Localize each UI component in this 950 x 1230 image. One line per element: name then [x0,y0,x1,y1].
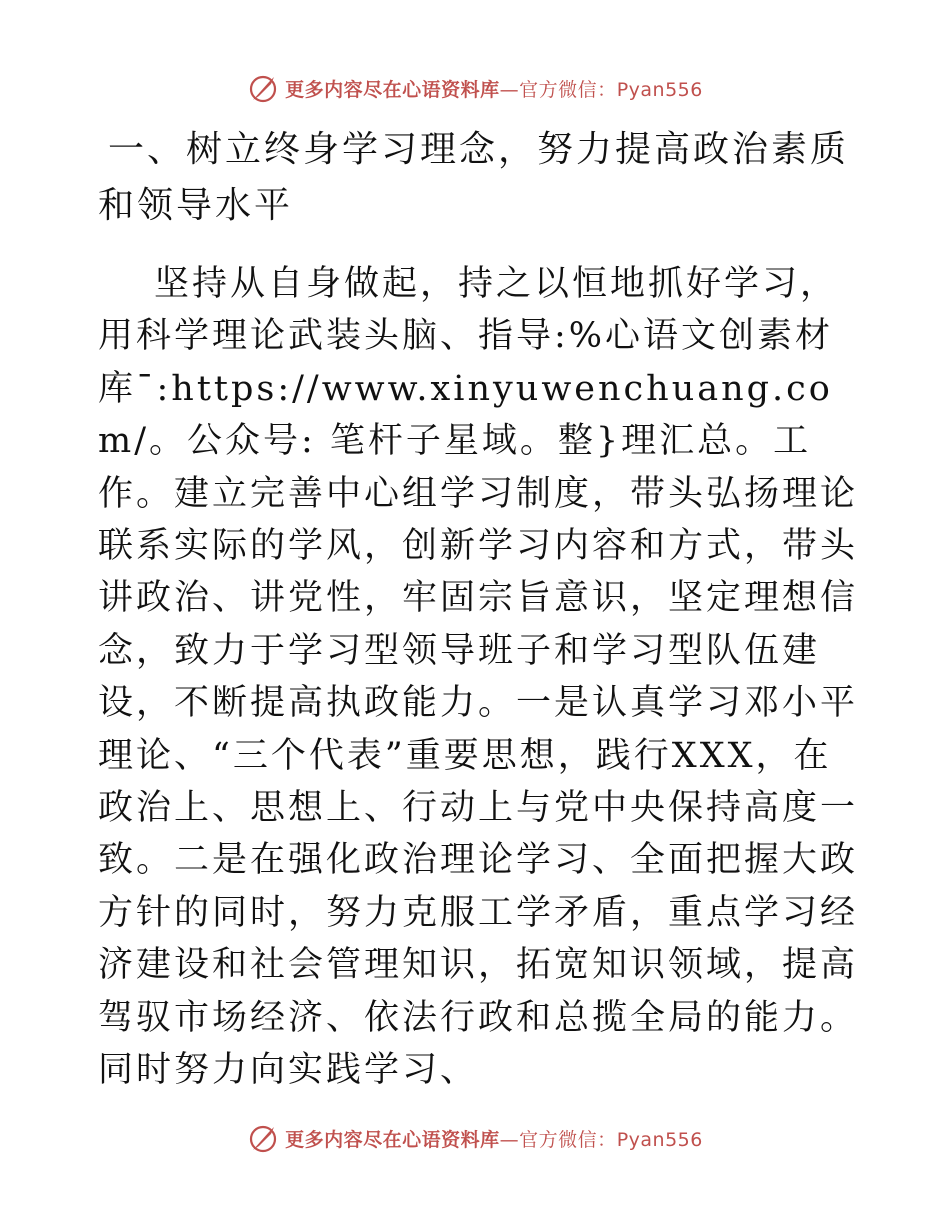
footer-watermark [0,1122,950,1154]
feather-seal-icon [247,72,279,104]
body-paragraph: 坚持从自身做起，持之以恒地抓好学习，用科学理论武装头脑、指导:%心语文创素材库¯:https://www.xinyuwenchuang.com/。公众号: 笔杆子星域。整}理汇总。工作。建立完善中心组学习制度，带头弘扬理论联系实际的学风，创新学习内容和方式，带头讲政治、讲党性，牢固宗旨意识，坚定理想信念，致力于学习型领导班子和学习型队伍建设，不断提高执政能力。一是认真学习邓小平理论、“三个代表”重要思想，践行XXX，在政治上、思想上、行动上与党中央保持高度一致。二是在强化政治理论学习、全面把握大政方针的同时，努力克服工学矛盾，重点学习经济建设和社会管理知识，拓宽知识领域，提高驾驭市场经济、依法行政和总揽全局的能力。同时努力向实践学习、 [98,264,859,1091]
document-body [98,122,858,1097]
feather-seal-icon [247,1122,279,1154]
section-heading: 一、树立终身学习理念，努力提高政治素质和领导水平 [98,129,850,226]
watermark-text: 更多内容尽在心语资料库—官方微信：Pyan556 [285,78,703,101]
watermark-text: 更多内容尽在心语资料库—官方微信：Pyan556 [285,1128,703,1151]
header-watermark [0,72,950,104]
